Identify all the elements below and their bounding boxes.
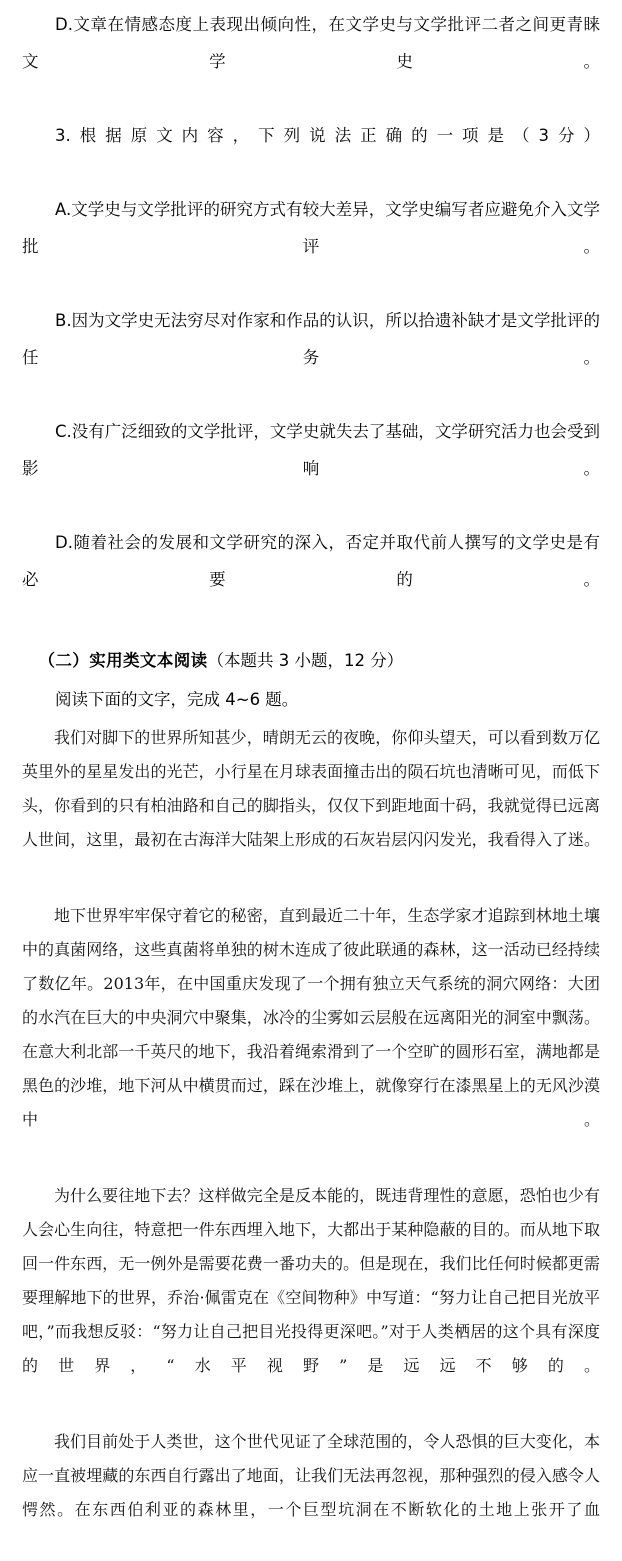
reading-instruction: 阅读下面的文字，完成 4~6 题。 xyxy=(55,690,299,709)
previous-question-options xyxy=(22,6,600,117)
question-3-option-d[interactable]: D.随着社会的发展和文学研究的深入，否定并取代前人撰写的文学史是有必要的。 xyxy=(22,533,600,589)
section-title-note: （本题共 3 小题，12 分） xyxy=(207,651,404,670)
question-3-option-b[interactable]: B.因为文学史无法穷尽对作家和作品的认识，所以拾遗补缺才是文学批评的任务。 xyxy=(22,311,600,367)
question-3-block xyxy=(22,117,600,635)
passage-paragraph: 为什么要往地下去？这样做完全是反本能的，既违背理性的意愿，恐怕也少有人会心生向往，特意把一件东西埋入地下，大都出于某种隐蔽的目的。而从地下取回一件东西，无一例外是需要花费一番功夫的。但是现在，我们比任何时候都更需要理解地下的世界，乔治·佩雷克在《空间物种》中写道：“努力让自己把目光放平吧，”而我想反驳：“努力让自己把目光投得更深吧。”对于人类栖居的这个具有深度的世界，“水平视野”是远远不够的。 xyxy=(22,1186,600,1375)
passage-paragraph: 我们目前处于人类世，这个世代见证了全球范围的，令人恐惧的巨大变化，本应一直被埋藏的东西自行露出了地面，让我们无法再忽视，那种强烈的侵入感令人愕然。在东西伯利亚的森林里，一个巨型坑洞在不断软化的土地上张开了血 xyxy=(22,1432,600,1519)
question-3-option-a[interactable]: A.文学史与文学批评的研究方式有较大差异，文学史编写者应避免介入文学批评。 xyxy=(22,200,600,256)
section-title: （二）实用类文本阅读 xyxy=(38,651,208,670)
question-3-option-c[interactable]: C.没有广泛细致的文学批评，文学史就失去了基础，文学研究活力也会受到影响。 xyxy=(22,422,600,478)
section-heading xyxy=(22,641,600,681)
passage-paragraph: 地下世界牢牢保守着它的秘密，直到最近二十年，生态学家才追踪到林地土壤中的真菌网络，这些真菌将单独的树木连成了彼此联通的森林，这一活动已经持续了数亿年。2013年，在中国重庆发现了一个拥有独立天气系统的洞穴网络：大团的水汽在巨大的中央洞穴中聚集，冰冷的尘雾如云层般在远离阳光的洞室中飘荡。在意大利北部一千英尺的地下，我沿着绳索滑到了一个空旷的圆形石室，满地都是黑色的沙堆，地下河从中横贯而过，踩在沙堆上，就像穿行在漆黑星上的无风沙漠中。 xyxy=(22,906,600,1129)
option-d-previous: D.文章在情感态度上表现出倾向性，在文学史与文学批评二者之间更青睐文学史。 xyxy=(22,15,600,71)
passage-paragraph: 我们对脚下的世界所知甚少，晴朗无云的夜晚，你仰头望天，可以看到数万亿英里外的星星发出的光芒，小行星在月球表面撞击出的陨石坑也清晰可见，而低下头，你看到的只有柏油路和自己的脚指头，仅仅下到距地面十码，我就觉得已远离人世间，这里，最初在古海洋大陆架上形成的石灰岩层闪闪发光，我看得入了迷。 xyxy=(22,728,600,849)
reading-passage xyxy=(22,721,600,1561)
question-3-stem: 3.根据原文内容，下列说法正确的一项是（3分） xyxy=(55,126,600,145)
